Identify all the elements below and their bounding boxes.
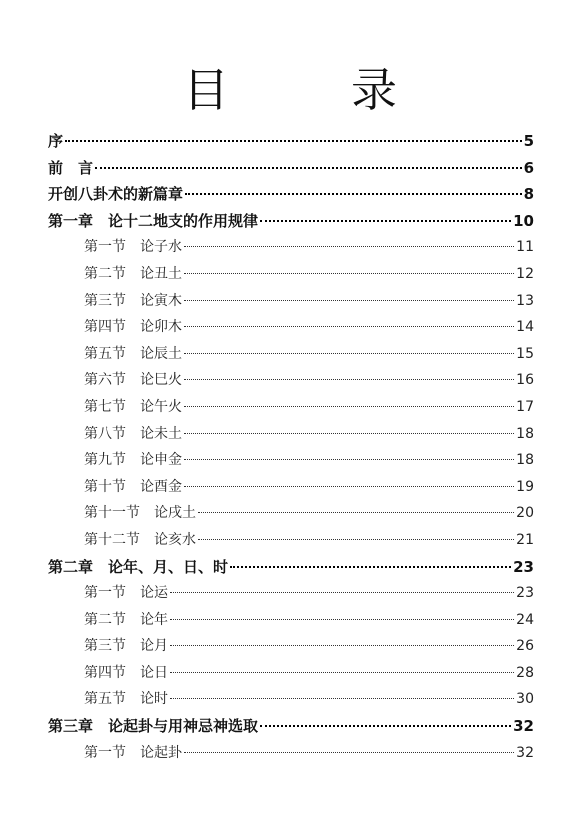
toc-entry-label: 第一节 论子水	[84, 239, 182, 256]
toc-entry-label: 第二章 论年、月、日、时	[48, 557, 229, 576]
toc-section-row[interactable]	[48, 288, 534, 315]
toc-page-number: 6	[523, 158, 534, 177]
toc-dot-leader	[184, 326, 514, 327]
toc-page-number: 17	[516, 398, 534, 415]
toc-section-row[interactable]	[48, 633, 534, 660]
toc-dot-leader	[184, 246, 514, 247]
toc-section-row[interactable]	[48, 607, 534, 634]
toc-page-number: 24	[516, 611, 534, 628]
toc-dot-leader	[184, 353, 514, 354]
toc-section-row[interactable]	[48, 367, 534, 394]
toc-entry-label: 第二节 论年	[84, 611, 168, 628]
toc-section-row[interactable]	[48, 686, 534, 713]
toc-page-number: 11	[516, 239, 534, 256]
toc-section-row[interactable]	[48, 421, 534, 448]
toc-page-number: 12	[516, 265, 534, 282]
toc-entry-label: 第十二节 论亥水	[84, 531, 196, 548]
toc-dot-leader	[170, 592, 514, 593]
toc-dot-leader	[184, 433, 514, 434]
toc-chapter-row[interactable]	[48, 554, 534, 581]
toc-chapter-row[interactable]	[48, 181, 534, 208]
toc-chapter-row[interactable]	[48, 208, 534, 235]
toc-dot-leader	[184, 486, 514, 487]
toc-chapter-row[interactable]	[48, 155, 534, 182]
toc-entry-label: 前 言	[48, 158, 94, 177]
toc-entry-label: 第三章 论起卦与用神忌神选取	[48, 717, 259, 736]
toc-section-row[interactable]	[48, 740, 534, 767]
toc-entry-label: 第十节 论酉金	[84, 478, 182, 495]
toc-page-number: 32	[513, 717, 534, 736]
toc-page-number: 14	[516, 319, 534, 336]
toc-entry-label: 第五节 论辰土	[84, 345, 182, 362]
toc-dot-leader	[170, 672, 514, 673]
toc-section-row[interactable]	[48, 527, 534, 554]
toc-section-row[interactable]	[48, 314, 534, 341]
toc-section-row[interactable]	[48, 394, 534, 421]
toc-entry-label: 第八节 论未土	[84, 425, 182, 442]
toc-section-row[interactable]	[48, 234, 534, 261]
toc-page-number: 19	[516, 478, 534, 495]
toc-page-number: 8	[523, 185, 534, 204]
toc-page-number: 16	[516, 372, 534, 389]
toc-dot-leader	[184, 406, 514, 407]
toc-section-row[interactable]	[48, 500, 534, 527]
toc-entry-label: 第六节 论巳火	[84, 372, 182, 389]
toc-page-number: 23	[516, 585, 534, 602]
toc-dot-leader	[184, 273, 514, 274]
toc-dot-leader	[170, 645, 514, 646]
toc-entry-label: 第三节 论月	[84, 638, 168, 655]
toc-page-number: 32	[516, 744, 534, 761]
toc-dot-leader	[184, 752, 514, 753]
toc-entry-label: 第三节 论寅木	[84, 292, 182, 309]
toc-entry-label: 第四节 论日	[84, 664, 168, 681]
toc-entry-label: 第一节 论起卦	[84, 744, 182, 761]
toc-entry-label: 第一章 论十二地支的作用规律	[48, 211, 259, 230]
toc-section-row[interactable]	[48, 474, 534, 501]
toc-page-number: 5	[523, 132, 534, 150]
toc-section-row[interactable]	[48, 261, 534, 288]
toc-dot-leader	[184, 459, 514, 460]
toc-entry-label: 第一节 论运	[84, 585, 168, 602]
toc-dot-leader	[198, 512, 514, 513]
toc-section-row[interactable]	[48, 447, 534, 474]
toc-chapter-row[interactable]	[48, 713, 534, 740]
toc-dot-leader	[230, 566, 511, 568]
toc-entry-label: 序	[48, 132, 64, 150]
toc-page-number: 20	[516, 505, 534, 522]
toc-entry-label: 开创八卦术的新篇章	[48, 185, 184, 204]
toc-dot-leader	[184, 379, 514, 380]
toc-page-number: 18	[516, 452, 534, 469]
toc-chapter-row[interactable]	[48, 128, 534, 155]
toc-entry-label: 第四节 论卯木	[84, 319, 182, 336]
table-of-contents	[48, 128, 534, 766]
toc-dot-leader	[260, 725, 511, 727]
toc-page-number: 13	[516, 292, 534, 309]
toc-page-number: 15	[516, 345, 534, 362]
toc-entry-label: 第五节 论时	[84, 691, 168, 708]
toc-dot-leader	[65, 140, 522, 142]
toc-dot-leader	[185, 193, 522, 195]
toc-page-number: 28	[516, 664, 534, 681]
toc-page-number: 21	[516, 531, 534, 548]
toc-dot-leader	[198, 539, 514, 540]
toc-dot-leader	[95, 167, 522, 169]
toc-section-row[interactable]	[48, 580, 534, 607]
toc-dot-leader	[184, 300, 514, 301]
toc-page-number: 23	[513, 557, 534, 576]
toc-entry-label: 第二节 论丑土	[84, 265, 182, 282]
toc-dot-leader	[170, 698, 514, 699]
toc-page-number: 18	[516, 425, 534, 442]
toc-page-number: 10	[513, 211, 534, 230]
toc-section-row[interactable]	[48, 660, 534, 687]
toc-page-number: 30	[516, 691, 534, 708]
toc-section-row[interactable]	[48, 341, 534, 368]
toc-entry-label: 第九节 论申金	[84, 452, 182, 469]
toc-dot-leader	[260, 220, 511, 222]
toc-entry-label: 第七节 论午火	[84, 398, 182, 415]
toc-entry-label: 第十一节 论戌土	[84, 505, 196, 522]
toc-dot-leader	[170, 619, 514, 620]
page-title: 目 录	[183, 63, 435, 117]
toc-page-number: 26	[516, 638, 534, 655]
